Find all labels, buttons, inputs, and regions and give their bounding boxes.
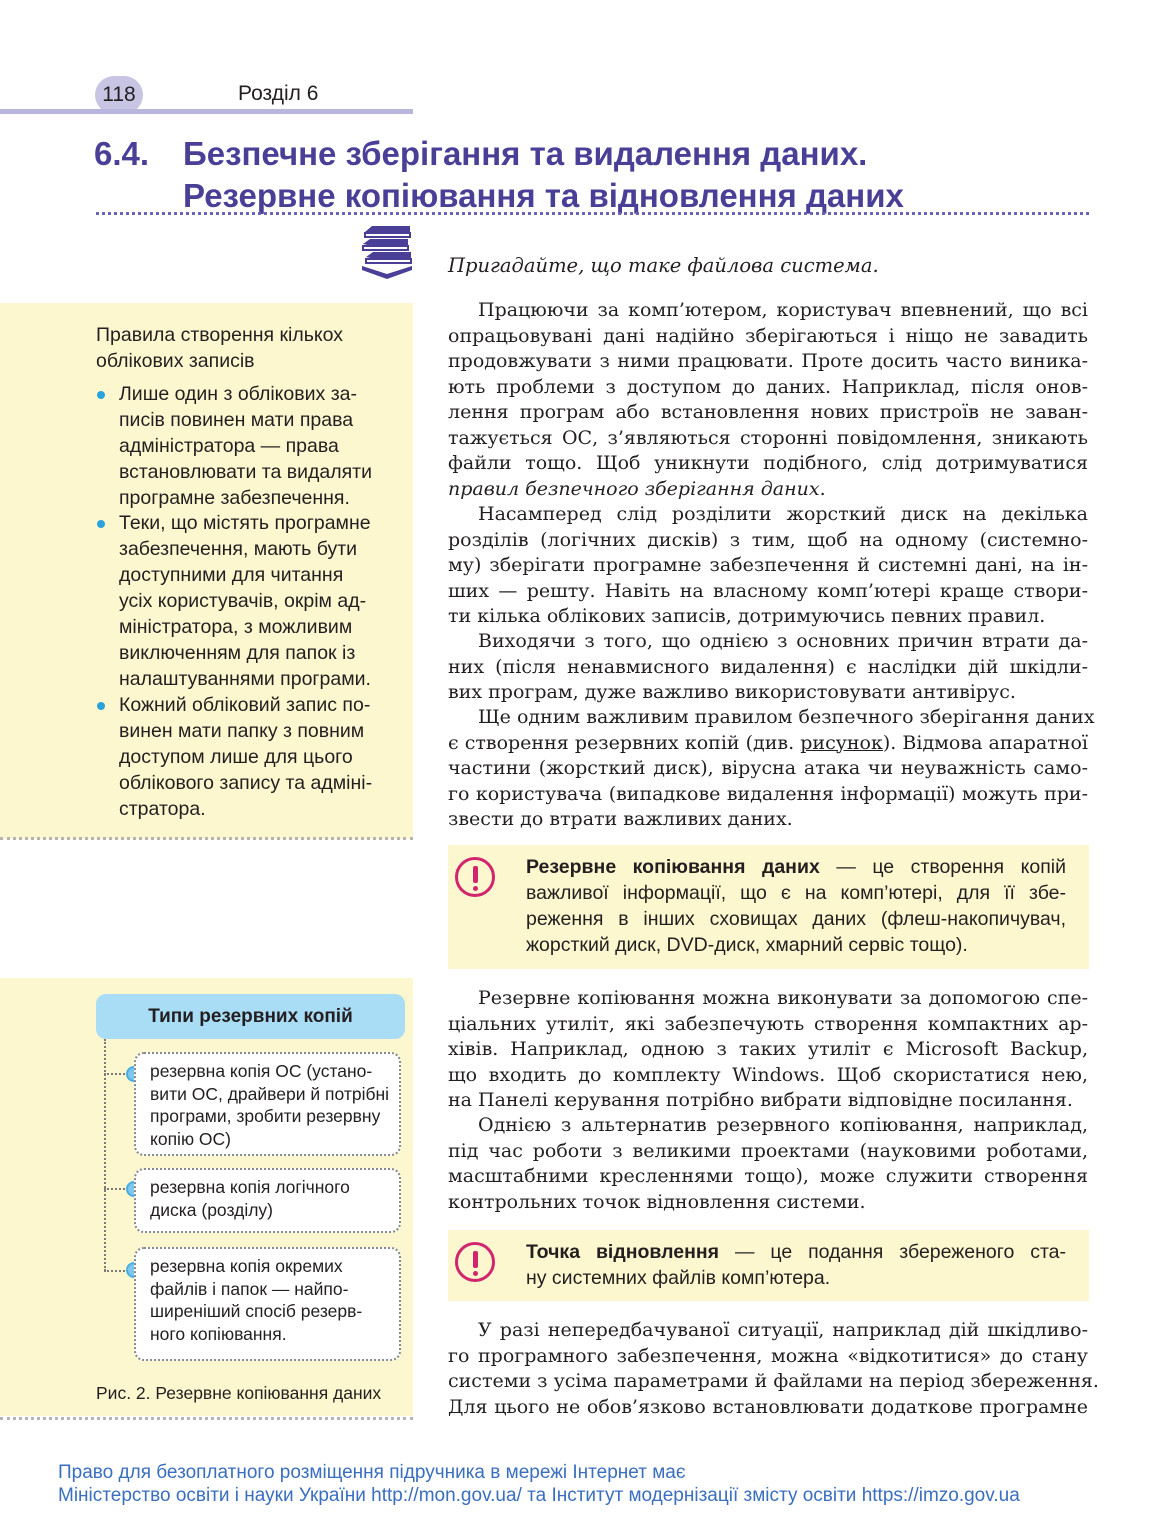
text-line: го користувача (випадкове видалення інформації) можуть при- — [448, 782, 1088, 805]
title-divider — [96, 212, 1089, 215]
bullet-line: забезпечення, мають бути — [119, 538, 358, 560]
text-line: ціальних утиліт, які забезпечують створення компактних ар- — [448, 1012, 1088, 1035]
definition-term: Точка відновлення — [526, 1241, 720, 1263]
exclamation-icon — [455, 1242, 495, 1282]
text-fragment: ). Відмова апаратної — [882, 731, 1088, 754]
card-line: резервна копія ОС (устано- — [150, 1061, 373, 1081]
text-line: частини (жорсткий диск), вірусна атака чи неуважність само- — [448, 757, 1088, 779]
card-line: копію ОС) — [150, 1128, 232, 1149]
definition-backup — [526, 854, 1066, 958]
text-line: Насамперед слід розділити жорсткий диск на декілька — [478, 503, 1088, 525]
page-number: 118 — [95, 76, 143, 114]
emphasis-term: правил безпечного зберігання даних — [448, 477, 820, 500]
card-line: вити ОС, драйвери й потрібні — [150, 1083, 390, 1104]
text-line: Працюючи за комп’ютером, користувач впевнений, що всі — [478, 299, 1088, 321]
text-line: Виходячи з того, що однією з основних причин втрати да- — [478, 630, 1088, 652]
card-line: резервна копія окремих — [150, 1256, 343, 1276]
text-line — [526, 1239, 1066, 1265]
text-fragment: — це створення копій — [819, 856, 1066, 878]
paragraph-5 — [448, 986, 1088, 1114]
bullet-line: Теки, що містять програмне — [119, 512, 371, 534]
text-line — [526, 854, 1066, 880]
figure-caption: Рис. 2. Резервне копіювання даних — [96, 1383, 382, 1403]
paragraph-2 — [448, 502, 1088, 630]
sidebar-heading — [96, 322, 396, 374]
bullet-dot-icon — [97, 391, 105, 399]
text-line: жорсткий диск, DVD-диск, хмарний сервіс тощо). — [526, 934, 968, 956]
text-line: опрацьовувані дані надійно зберігаються і ніщо не завадить — [448, 324, 1088, 347]
paragraph-4 — [448, 705, 1095, 833]
figure-title: Типи резервних копій — [96, 994, 405, 1039]
text-line: звести до втрати важливих даних. — [448, 808, 793, 830]
header-rule — [0, 109, 413, 114]
text-line: файли тощо. Щоб уникнути подібного, слід дотримуватися — [448, 452, 1088, 474]
bullet-line: Кожний обліковий запис по- — [119, 694, 371, 716]
footer-line-2[interactable]: Міністерство освіти і науки України http://mon.gov.ua/ та Інститут модернізації змісту освіти https://imzo.gov.ua — [58, 1485, 1020, 1506]
card-line: ширеніший спосіб резерв- — [150, 1301, 363, 1321]
text-line: контрольних точок відновлення системи. — [448, 1190, 866, 1213]
definition-term: Резервне копіювання даних — [526, 856, 820, 878]
page-title-line1: Безпечне зберігання та видалення даних. — [183, 135, 868, 172]
sidebar-bullet-2 — [119, 510, 399, 692]
text-line: ти кілька облікових записів, дотримуючись певних правил. — [448, 605, 1046, 627]
bullet-line: писів повинен мати права — [119, 409, 354, 431]
sidebar-heading-line: Правила створення кількох — [96, 324, 343, 346]
figure-divider — [0, 1417, 413, 1420]
bullet-line: адміністратора — права — [119, 435, 339, 457]
paragraph-6 — [448, 1113, 1088, 1215]
text-line: вих програм, дуже важливо використовувати антивірус. — [448, 681, 1016, 703]
text-line: Для цього не обов’язково встановлювати додаткове програмне — [448, 1395, 1088, 1418]
bullet-line: програмне забезпечення. — [119, 487, 350, 509]
text-line: Ще одним важливим правилом безпечного зберігання даних — [478, 706, 1095, 728]
card-line: програми, зробити резервну — [150, 1106, 381, 1126]
backup-type-files — [134, 1247, 401, 1361]
footer-line-1: Право для безоплатного розміщення підручника в мережі Інтернет має — [58, 1462, 686, 1483]
section-number: 6.4. — [94, 135, 150, 172]
text-line: Однією з альтернатив резервного копіювання, наприклад, — [478, 1114, 1088, 1136]
bullet-line: виключенням для папок із — [119, 642, 356, 664]
text-fragment: — це подання збереженого ста- — [719, 1241, 1066, 1263]
bullet-line: облікового запису та адміні- — [119, 772, 373, 794]
card-line: ного копіювання. — [150, 1323, 287, 1344]
text-line: масштабними кресленнями тощо), може служити створення — [448, 1165, 1088, 1187]
backup-type-os — [134, 1052, 401, 1156]
sidebar-bullet-3 — [119, 692, 399, 822]
bullet-line: усіх користувачів, окрім ад- — [119, 590, 367, 612]
text-line: важливої інформації, що є на комп’ютері, для її збе- — [526, 882, 1066, 904]
bullet-line: стратора. — [119, 798, 206, 820]
bullet-line: Лише один з облікових за- — [119, 383, 357, 405]
text-line: системи з усіма параметрами й файлами на період збереження. — [448, 1370, 1099, 1392]
text-line: під час роботи з великими проектами (науковими роботами, — [448, 1139, 1088, 1162]
text-line: тажується ОС, з’являються сторонні повідомлення, зникають — [448, 426, 1088, 449]
text-line — [448, 477, 1088, 503]
text-line: них (після ненавмисного видалення) є наслідки дій шкідли- — [448, 655, 1088, 678]
exclamation-icon — [455, 857, 495, 897]
text-fragment: є створення резервних копій (див. — [448, 731, 801, 754]
text-line: розділів (логічних дисків) з тим, щоб на одному (системно- — [448, 528, 1088, 551]
text-line — [448, 731, 1088, 757]
figure-reference-link[interactable]: рисунок — [800, 731, 883, 754]
definition-restore-point — [526, 1239, 1066, 1291]
text-line: на Панелі керування потрібно вибрати відповідне посилання. — [448, 1089, 1073, 1111]
text-line: що входить до комплекту Windows. Щоб скористатися нею, — [448, 1063, 1088, 1086]
card-line: резервна копія логічного — [150, 1177, 350, 1197]
text-line: Резервне копіювання можна виконувати за допомогою спе- — [478, 987, 1088, 1009]
bullet-dot-icon — [97, 520, 105, 528]
sidebar-bullet-1 — [119, 381, 399, 511]
bullet-line: встановлювати та видаляти — [119, 461, 372, 483]
books-icon — [360, 222, 414, 280]
text-line: продовжувати з ними працювати. Проте досить часто виника- — [448, 350, 1088, 372]
text-line: ших — решту. Навіть на власному комп’ютері краще створи- — [448, 579, 1088, 602]
paragraph-3 — [448, 629, 1088, 706]
text-line: реження в інших сховищах даних (флеш-накопичувач, — [526, 908, 1066, 930]
section-label: Розділ 6 — [238, 82, 319, 105]
bullet-line: доступними для читання — [119, 564, 344, 586]
page-title-line2: Резервне копіювання та відновлення даних — [183, 177, 904, 214]
text-line: ну системних файлів комп’ютера. — [526, 1267, 831, 1289]
card-line: диска (розділу) — [150, 1199, 273, 1220]
bullet-line: винен мати папку з повним — [119, 720, 365, 742]
text-line: лення програм або встановлення нових пристроїв не заван- — [448, 401, 1088, 423]
bullet-line: доступом лише для цього — [119, 746, 353, 768]
paragraph-1 — [448, 298, 1088, 502]
bullet-dot-icon — [97, 702, 105, 710]
card-line: файлів і папок — найпо- — [150, 1278, 349, 1299]
text-line: ють проблеми з доступом до даних. Наприклад, після онов- — [448, 375, 1088, 398]
text-line: хівів. Наприклад, одною з таких утиліт є Microsoft Backup, — [448, 1038, 1088, 1060]
text-line: му) зберігати програмне забезпечення й системні дані, на ін- — [448, 554, 1088, 576]
backup-type-logical-disk — [134, 1168, 401, 1233]
recall-prompt: Пригадайте, що таке файлова система. — [448, 254, 879, 277]
text-line: го програмного забезпечення, можна «відкотитися» до стану — [448, 1344, 1088, 1367]
sidebar-divider — [0, 837, 413, 840]
paragraph-7 — [448, 1318, 1099, 1420]
punctuation: . — [819, 477, 826, 500]
text-line: У разі непередбачуваної ситуації, наприклад дій шкідливо- — [478, 1319, 1088, 1341]
bullet-line: налаштуваннями програми. — [119, 668, 371, 690]
sidebar-heading-line: облікових записів — [96, 350, 255, 372]
bullet-line: міністратора, з можливим — [119, 616, 353, 638]
